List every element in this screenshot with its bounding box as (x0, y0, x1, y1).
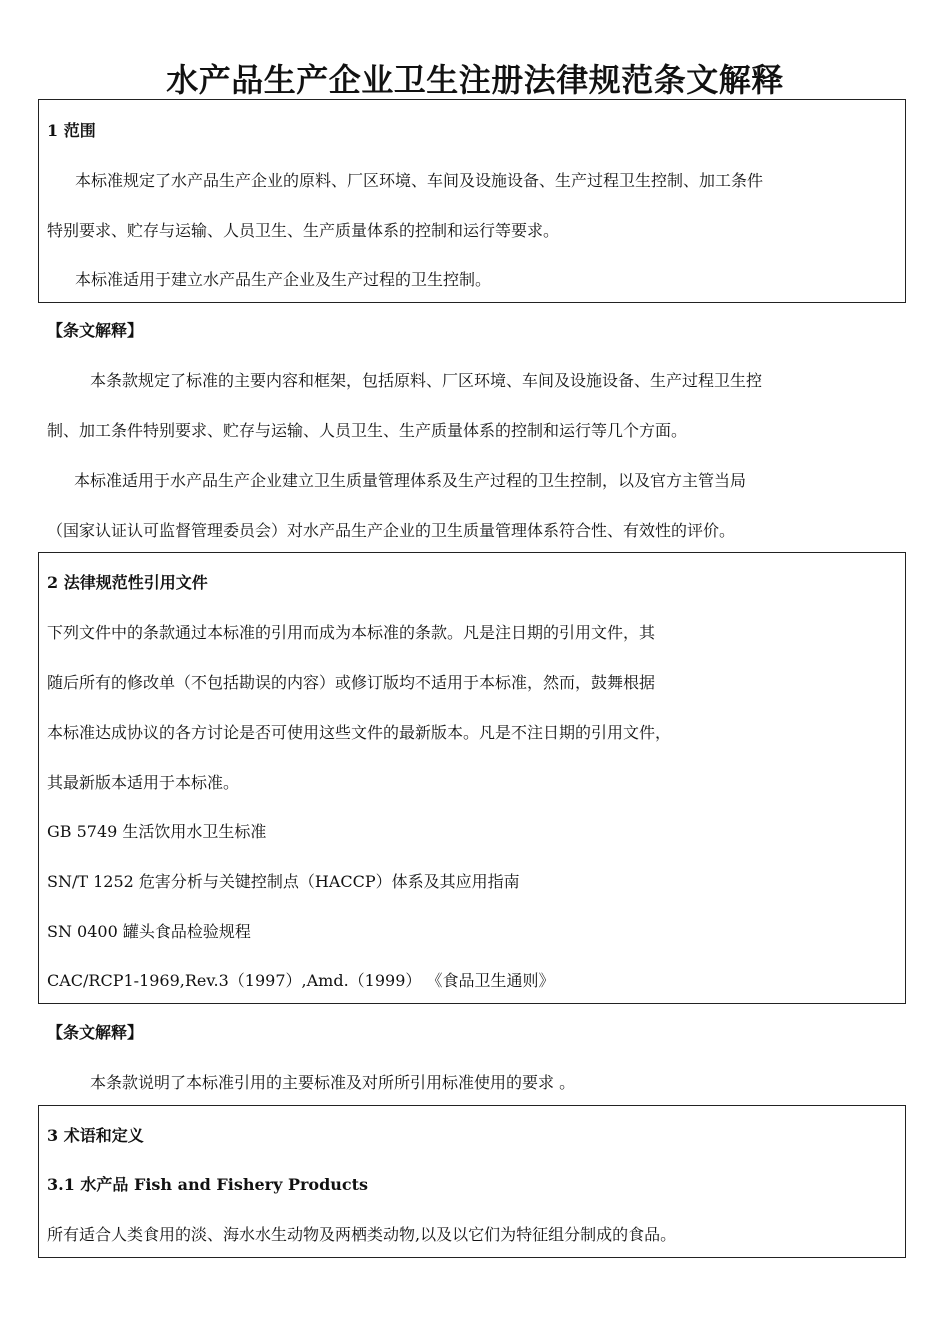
section-references-line2: 随后所有的修改单（不包括勘误的内容）或修订版均不适用于本标准，然而，鼓舞根据 (47, 673, 656, 692)
section-terms-box (38, 1105, 906, 1258)
note1-para2-line2: （国家认证认可监督管理委员会）对水产品生产企业的卫生质量管理体系符合性、有效性的评价。 (47, 521, 736, 540)
section-terms-definition: 所有适合人类食用的淡、海水水生动物及两栖类动物,以及以它们为特征组分制成的食品。 (47, 1225, 677, 1244)
section-scope-para2: 本标准适用于建立水产品生产企业及生产过程的卫生控制。 (75, 270, 492, 289)
reference-item: SN 0400 罐头食品检验规程 (47, 922, 251, 941)
note1-para2-line1: 本标准适用于水产品生产企业建立卫生质量管理体系及生产过程的卫生控制，以及官方主管当局 (74, 471, 747, 490)
section-terms-heading: 3 术语和定义 (47, 1126, 144, 1145)
reference-item: SN/T 1252 危害分析与关键控制点（HACCP）体系及其应用指南 (47, 872, 520, 891)
document-title: 水产品生产企业卫生注册法律规范条文解释 (166, 61, 784, 99)
note1-heading: 【条文解释】 (47, 321, 144, 340)
note1-para1-line1: 本条款规定了标准的主要内容和框架，包括原料、厂区环境、车间及设施设备、生产过程卫生控 (90, 371, 763, 390)
section-references-box (38, 552, 906, 1004)
reference-item: GB 5749 生活饮用水卫生标准 (47, 822, 267, 841)
section-references-line3: 本标准达成协议的各方讨论是否可使用这些文件的最新版本。凡是不注日期的引用文件， (47, 723, 672, 742)
note1-para1-line2: 制、加工条件特别要求、贮存与运输、人员卫生、生产质量体系的控制和运行等几个方面。 (47, 421, 688, 440)
section-scope-para1-line2: 特别要求、贮存与运输、人员卫生、生产质量体系的控制和运行等要求。 (47, 221, 560, 240)
section-references-line1: 下列文件中的条款通过本标准的引用而成为本标准的条款。凡是注日期的引用文件，其 (47, 623, 656, 642)
section-scope-para1-line1: 本标准规定了水产品生产企业的原料、厂区环境、车间及设施设备、生产过程卫生控制、加工条件 (75, 171, 764, 190)
note2-heading: 【条文解释】 (47, 1023, 144, 1042)
section-references-line4: 其最新版本适用于本标准。 (47, 773, 240, 792)
note2-para1: 本条款说明了本标准引用的主要标准及对所所引用标准使用的要求 。 (90, 1073, 576, 1092)
section-terms-subheading: 3.1 水产品 Fish and Fishery Products (47, 1175, 369, 1194)
section-scope-heading: 1 范围 (47, 121, 96, 140)
reference-item: CAC/RCP1-1969,Rev.3（1997）,Amd.（1999） 《食品卫生通则》 (47, 971, 555, 990)
section-scope-box (38, 99, 906, 303)
section-references-heading: 2 法律规范性引用文件 (47, 573, 208, 592)
